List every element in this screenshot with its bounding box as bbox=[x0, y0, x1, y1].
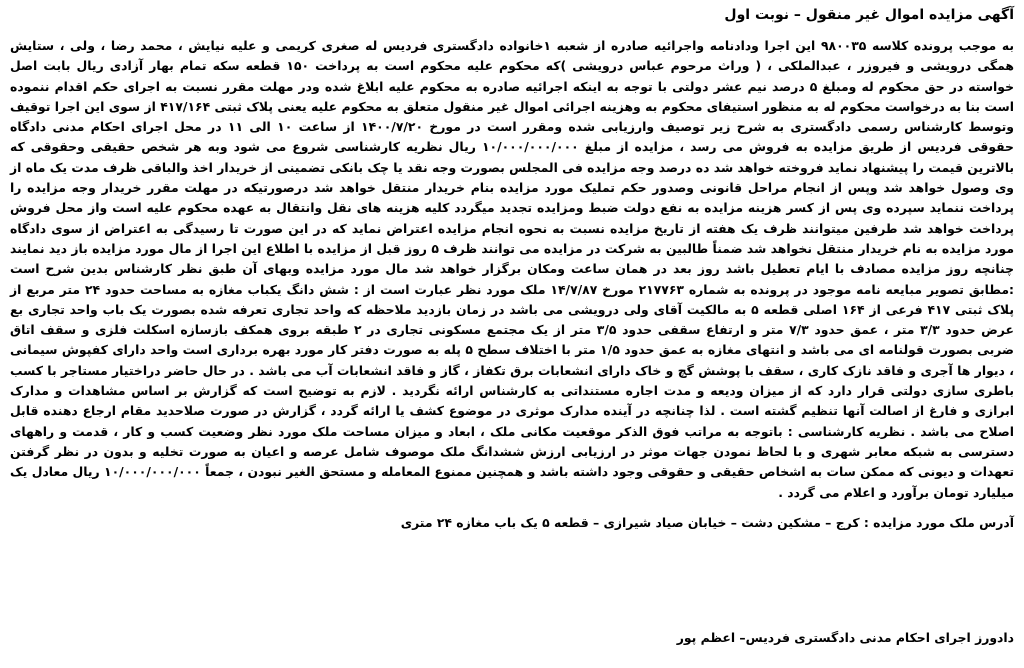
notice-title: آگهی مزایده اموال غیر منقول – نوبت اول bbox=[724, 7, 1014, 23]
notice-signature: دادورز اجرای احکام مدنی دادگستری فردیس– اعظم پور bbox=[676, 630, 1014, 645]
property-address: آدرس ملک مورد مزایده : کرج – مشکین دشت – خیابان صیاد شیرازی – قطعه ۵ یک باب مغازه ۲۴ متری bbox=[400, 514, 1014, 530]
notice-body: به موجب پرونده کلاسه ۹۸۰۰۳۵ این اجرا ودادنامه واجرائیه صادره از شعبه ۱خانواده دادگستری فردیس له صغری کریمی و علیه نیایش ، محمد رضا ، ولی ، ستایش همگی درویشی و فیروزر ، عبدالملکی ، ( وراث مرحوم عباس درویشی )که محکوم علیه محکوم است به پرداخت ۱۵۰ قطعه سکه تمام بهار آزادی ریال بابت اصل خواسته در حق محکوم له ومبلغ ۵ درصد نیم عشر دولتی با توجه به اینکه اجرائیه صادره به محکوم علیه ابلاغ شده ودر مهلت مقرر نسبت به اجرای حکم اقدام ننموده است بنا به درخواست محکوم له به منظور استیفای محکوم به وهزینه اجرائی اموال غیر منقول متعلق به محکوم علیه یعنی پلاک ثبتی ۴۱۷/۱۶۴ از سوی این اجرا توقیف وتوسط کارشناس رسمی دادگستری به شرح زیر توصیف وارزیابی شده ومقرر است در مورخ ۱۴۰۰/۷/۲۰ از ساعت ۱۰ الی ۱۱ در محل اجرای احکام مدنی دادگاه حقوقی فردیس از طریق مزایده به فروش می رسد ، مزایده از مبلغ ۱۰/۰۰۰/۰۰۰/۰۰۰ ریال نظریه کارشناسی شروع می شود وبه هر شخص حقیقی وحقوقی که بالاترین قیمت را پیشنهاد نماید فروخته خواهد شد ده درصد وجه مزایده فی المجلس بصورت وجه نقد یا چک بانکی تضمینی از خریدار اخذ والباقی ظرف مدت یک ماه از وی وصول خواهد شد وپس از انجام مراحل قانونی وصدور حکم تملیک مورد مزایده بنام خریدار منتقل خواهد شد درصورتیکه در مهلت مقرر خریدار وجه مزایده را پرداخت ننماید سپرده وی پس از کسر هزینه مزایده به نفع دولت ضبط ومزایده تجدید میگردد کلیه هزینه های نقل وانتقال به عهده محکوم علیه است واز محل فروش پرداخت خواهد شد طرفین میتوانند ظرف یک هفته از تاریخ مزایده نسبت به نحوه انجام مزایده اعتراض نماید که در این صورت تا رسیدگی به اعتراض از سوی دادگاه مورد مزایده به نام خریدار منتقل نخواهد شد ضمناً طالبین به شرکت در مزایده می توانند ظرف ۵ روز قبل از مزایده با اطلاع این اجرا از مال مورد مزایده باز دید نمایند چنانچه روز مزایده مصادف با ایام تعطیل باشد روز بعد در همان ساعت ومکان برگزار خواهد شد مال مورد مزایده وبهای آن طبق نظر کارشناس بدین شرح است :مطابق تصویر مبایعه نامه موجود در پرونده به شماره ۲۱۷۷۶۳ مورخ ۱۴/۷/۸۷ ملک مورد نظر عبارت است از : شش دانگ یکباب مغازه به مساحت حدود ۲۴ متر مربع از پلاک ثبتی ۴۱۷ فرعی از ۱۶۴ اصلی قطعه ۵ به مالکیت آقای ولی درویشی می باشد در زمان بازدید ملاحظه که واحد تجاری تعرفه شده بصورت یک باب واحد تجاری بع عرض حدود ۳/۳ متر ، عمق حدود ۷/۳ متر و ارتفاع سقفی حدود ۳/۵ متر از یک مجتمع مسکونی تجاری در ۲ طبقه بروی همکف بازسازه اسکلت فلزی و سقف اتاق ضربی بصورت قولنامه ای می باشد و انتهای مغازه به عمق حدود ۱/۵ متر با اختلاف سطح ۵ پله به صورت دفتر کار مورد بهره برداری است واحد دارای کفپوش سیمانی ، دیوار ها آجری و فاقد نازک کاری ، سقف با پوشش گچ و خاک دارای انشعابات برق تکفاز ، گاز و فاقد انشعابات آب می باشد . در حال حاضر دراختیار مستاجر با کسب باطری سازی دولتی قرار دارد که از میزان ودیعه و مدت اجاره مستنداتی به کارشناس ارائه نگردید . لازم به توضیح است که گزارش بر اساس مشاهدات و مدارک ابرازی و فارغ از اصالت آنها تنظیم گشته است . لذا چنانچه در آینده مدارک موثری در موضوع کشف یا ارائه گردد ، گزارش در صورت صلاحدید مقام ارجاع دهنده قابل اصلاح می باشد . نظریه کارشناسی : باتوجه به مراتب فوق الذکر موقعیت مکانی ملک ، ابعاد و میزان مساحت ملک مورد نظر وضعیت کسب و کار ، قدمت و راههای دسترسی به شبکه معابر شهری و با لحاظ نمودن جهات موثر در ارزیابی ارزش ششدانگ ملک موصوف شامل عرصه و اعیان به صورت تخلیه و بدون در نظر گرفتن تعهدات و دیونی که ممکن سات به اشخاص حقیقی و حقوقی وجود داشته باشد و همچنین ممنوع المعامله و مستحق الغیر نبودن ، جمعاً ۱۰/۰۰۰/۰۰۰/۰۰۰ ریال معادل یک میلیارد تومان برآورد و اعلام می گردد . bbox=[10, 38, 1014, 500]
